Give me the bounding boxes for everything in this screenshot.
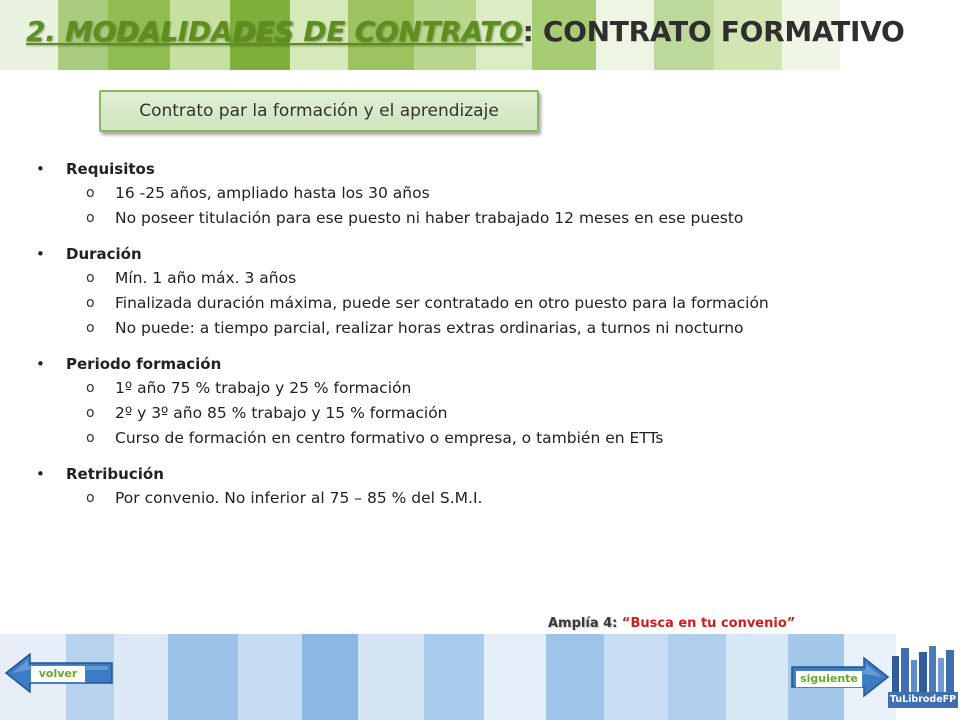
list-item [36,400,916,425]
title-emphasis: 2. MODALIDADES DE CONTRATO [26,15,523,48]
section-title: Duración [66,245,142,263]
list-item [36,265,916,290]
ampliacion-note [548,616,795,631]
sub-bullet-icon: o [86,489,95,506]
list-item [36,290,916,315]
list-item-text: 1º año 75 % trabajo y 25 % formación [115,378,412,397]
sub-bullet-icon: o [86,209,95,226]
bullet-icon: • [36,355,45,373]
next-label[interactable]: siguiente [795,670,863,688]
list-item-text: No poseer titulación para ese puesto ni haber trabajado 12 meses en ese puesto [115,208,744,227]
list-item-text: Curso de formación en centro formativo o empresa, o también en ETTs [115,428,664,447]
bullet-icon: • [36,465,45,483]
list-item [36,205,916,230]
note-label: Amplía 4: [548,616,618,631]
section-title: Retribución [66,465,164,483]
list-item-text: Por convenio. No inferior al 75 – 85 % del S.M.I. [115,488,483,507]
list-item-text: No puede: a tiempo parcial, realizar horas extras ordinarias, a turnos ni nocturno [115,318,744,337]
title-separator: : [522,15,534,48]
list-item-text: Finalizada duración máxima, puede ser contratado en otro puesto para la formación [115,293,769,312]
sub-bullet-icon: o [86,184,95,201]
sub-bullet-icon: o [86,294,95,311]
sub-bullet-icon: o [86,404,95,421]
back-label[interactable]: volver [30,665,86,683]
books-icon [888,644,958,692]
note-text: “Busca en tu convenio” [617,616,796,631]
list-item-text: Mín. 1 año máx. 3 años [115,268,297,287]
section-duracion [36,243,916,340]
tulibrodefp-logo [888,644,958,720]
section-title: Requisitos [66,160,155,178]
section-retribucion [36,463,916,510]
bullet-icon: • [36,160,45,178]
section-periodo-formacion [36,353,916,450]
sub-bullet-icon: o [86,429,95,446]
logo-text: TuLibrodeFP [888,692,958,708]
list-item [36,315,916,340]
sub-bullet-icon: o [86,379,95,396]
content-list [36,158,916,523]
title-main: CONTRATO FORMATIVO [533,15,905,48]
list-item-text: 2º y 3º año 85 % trabajo y 15 % formación [115,403,448,422]
list-item [36,485,916,510]
section-requisitos [36,158,916,230]
subtitle-box: Contrato par la formación y el aprendizaje [99,90,539,132]
sub-bullet-icon: o [86,269,95,286]
section-title: Periodo formación [66,355,222,373]
bullet-icon: • [36,245,45,263]
list-item [36,180,916,205]
page-title [26,12,904,52]
list-item [36,425,916,450]
list-item-text: 16 -25 años, ampliado hasta los 30 años [115,183,430,202]
list-item [36,375,916,400]
sub-bullet-icon: o [86,319,95,336]
